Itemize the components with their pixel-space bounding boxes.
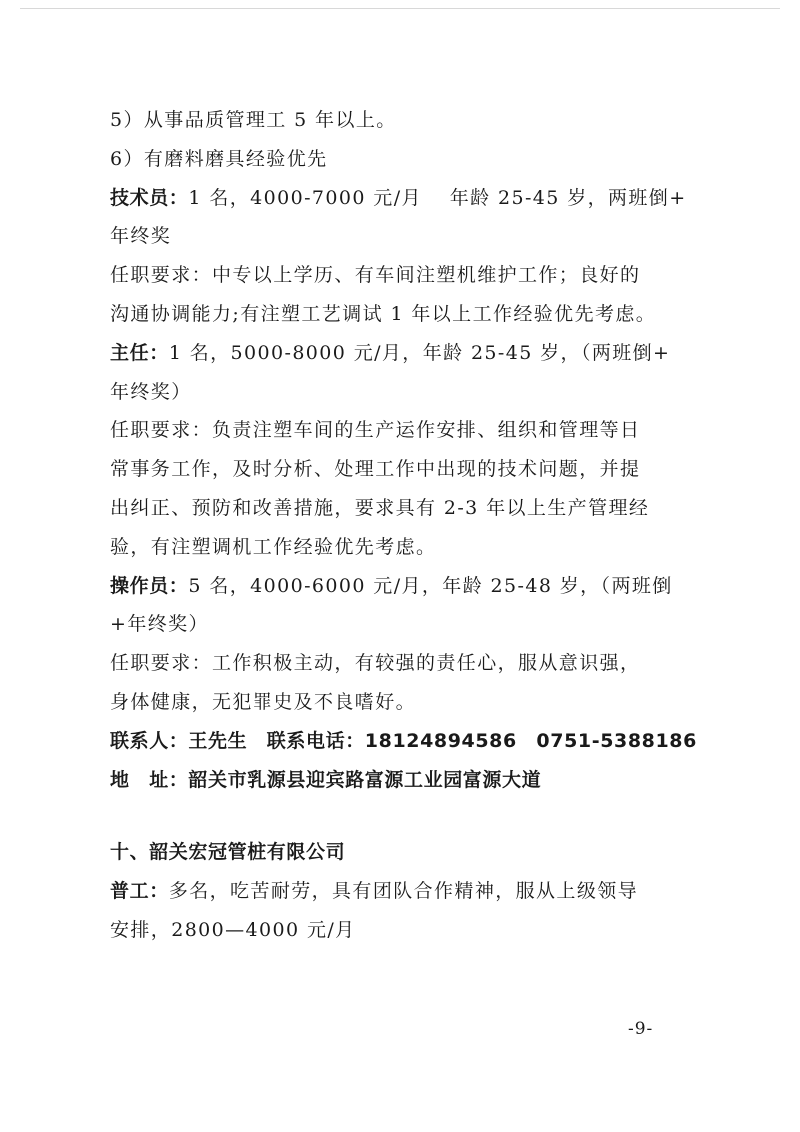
technician-label: 技术员： <box>110 186 189 209</box>
worker-line <box>110 872 710 911</box>
director-req-2: 常事务工作，及时分析、处理工作中出现的技术问题，并提 <box>110 458 641 481</box>
address-line: 地 址：韶关市乳源县迎宾路富源工业园富源大道 <box>110 768 542 791</box>
technician-detail: 1 名，4000-7000 元/月 年龄 25-45 岁，两班倒+ <box>188 186 687 209</box>
director-detail: 1 名，5000-8000 元/月，年龄 25-45 岁，（两班倒+ <box>168 341 671 364</box>
operator-req-1: 任职要求：工作积极主动，有较强的责任心，服从意识强， <box>110 652 641 675</box>
technician-line-cont: 年终奖 <box>110 225 172 248</box>
director-req-4: 验，有注塑调机工作经验优先考虑。 <box>110 535 437 558</box>
contact-line: 联系人：王先生 联系电话：18124894586 0751-5388186 <box>110 729 697 752</box>
worker-detail: 多名，吃苦耐劳，具有团队合作精神，服从上级领导 <box>168 880 639 903</box>
operator-req-2: 身体健康，无犯罪史及不良嗜好。 <box>110 690 417 713</box>
director-label: 主任： <box>110 341 169 364</box>
director-line <box>110 334 710 373</box>
document-body <box>110 101 710 950</box>
director-req-1: 任职要求：负责注塑车间的生产运作安排、组织和管理等日 <box>110 419 641 442</box>
operator-detail: 5 名，4000-6000 元/月，年龄 25-48 岁，（两班倒 <box>188 574 673 597</box>
worker-label: 普工： <box>110 880 169 903</box>
worker-line-cont: 安排，2800—4000 元/月 <box>110 918 356 941</box>
director-req-3: 出纠正、预防和改善措施，要求具有 2-3 年以上生产管理经 <box>110 496 650 519</box>
page-number: -9- <box>628 1019 654 1039</box>
section-gap <box>110 799 710 833</box>
technician-req-1: 任职要求：中专以上学历、有车间注塑机维护工作；良好的 <box>110 264 641 287</box>
top-rule <box>20 8 780 9</box>
operator-label: 操作员： <box>110 574 189 597</box>
director-line-cont: 年终奖） <box>110 380 192 403</box>
company-heading: 十、韶关宏冠管桩有限公司 <box>110 841 346 864</box>
req-line-5: 5）从事品质管理工 5 年以上。 <box>110 109 397 131</box>
technician-req-2: 沟通协调能力;有注塑工艺调试 1 年以上工作经验优先考虑。 <box>110 302 657 325</box>
operator-line <box>110 567 710 606</box>
req-line-6: 6）有磨料磨具经验优先 <box>110 147 328 170</box>
operator-line-cont: +年终奖） <box>110 613 209 636</box>
technician-line <box>110 179 710 218</box>
